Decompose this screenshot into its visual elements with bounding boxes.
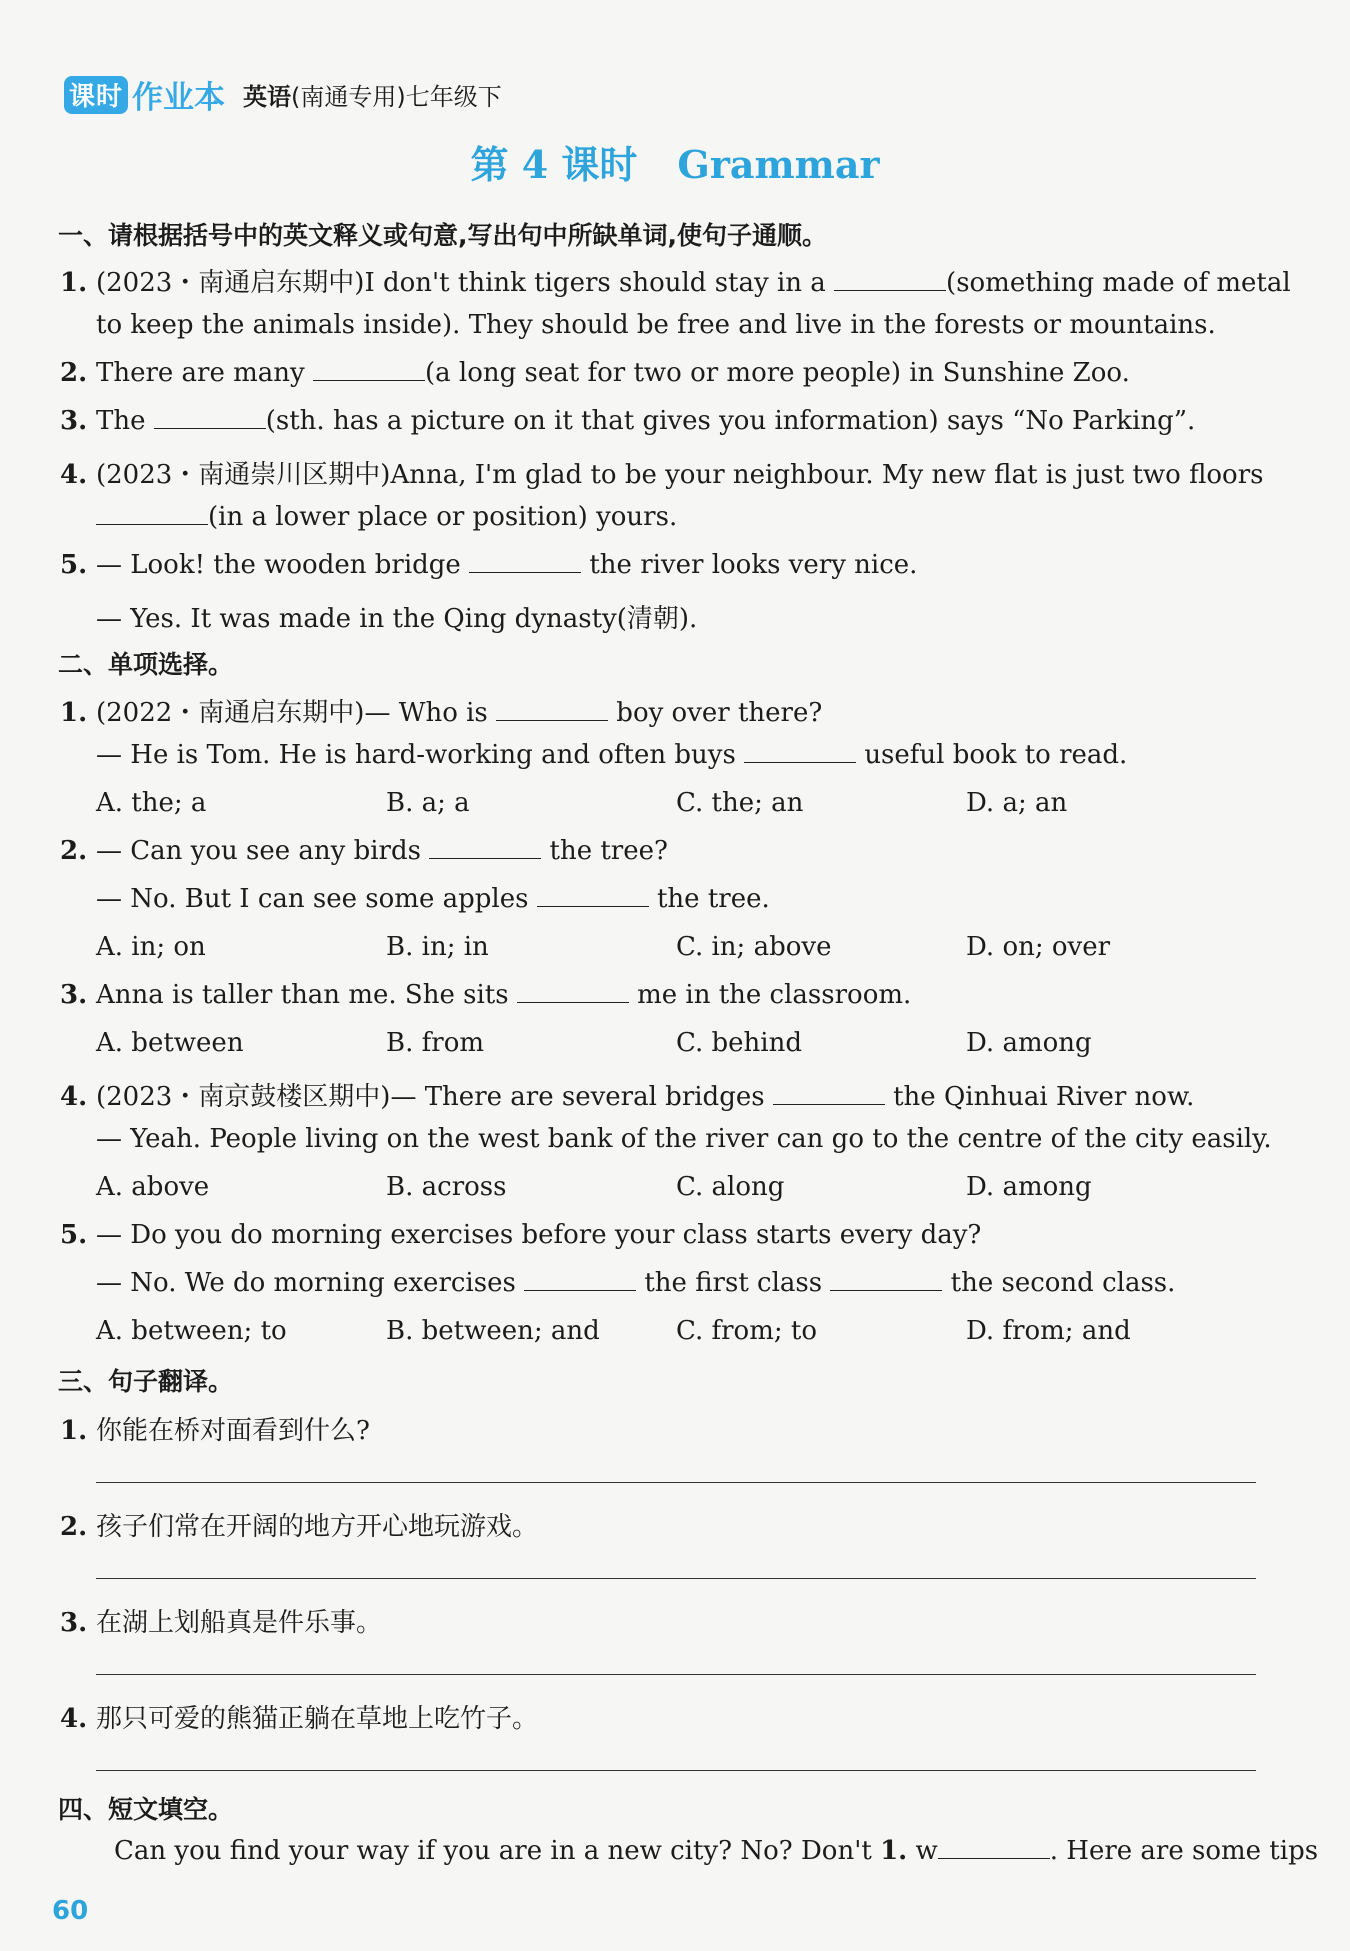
s1-q2: 2. There are many (a long seat for two or more people) in Sunshine Zoo. <box>60 358 1130 388</box>
section1-heading: 一、请根据括号中的英文释义或句意,写出句中所缺单词,使句子通顺。 <box>58 221 827 250</box>
header <box>64 72 502 117</box>
answer-line[interactable] <box>96 1674 1256 1675</box>
option-a[interactable]: A. in; on <box>96 932 206 962</box>
s3-q3: 3. 在湖上划船真是件乐事。 <box>60 1608 383 1638</box>
s2-q4: 4. (2023・南京鼓楼区期中)— There are several bridges the Qinhuai River now. <box>60 1082 1195 1112</box>
s2-q1: 1. (2022・南通启东期中)— Who is boy over there? <box>60 698 823 728</box>
option-a[interactable]: A. above <box>96 1172 210 1202</box>
subject-label: 英语(南通专用)七年级下 <box>243 83 502 111</box>
s1-q3: 3. The (sth. has a picture on it that gives you information) says “No Parking”. <box>60 406 1196 436</box>
option-a[interactable]: A. the; a <box>96 788 207 818</box>
option-b[interactable]: B. from <box>386 1028 484 1058</box>
answer-line[interactable] <box>96 1578 1256 1579</box>
s2-q2-cont: — No. But I can see some apples the tree. <box>96 884 770 914</box>
blank[interactable] <box>517 980 629 1003</box>
blank[interactable] <box>96 502 208 525</box>
section4-heading: 四、短文填空。 <box>58 1795 234 1824</box>
blank[interactable] <box>834 268 946 291</box>
s2-q4-cont: — Yeah. People living on the west bank of the river can go to the centre of the city easily. <box>96 1124 1272 1154</box>
blank[interactable] <box>154 406 266 429</box>
option-c[interactable]: C. in; above <box>676 932 832 962</box>
option-d[interactable]: D. a; an <box>966 788 1068 818</box>
s2-q4-options <box>96 1172 1290 1202</box>
blank[interactable] <box>313 358 425 381</box>
s1-q5: 5. — Look! the wooden bridge the river looks very nice. <box>60 550 918 580</box>
s2-q5: 5. — Do you do morning exercises before your class starts every day? <box>60 1220 982 1250</box>
option-c[interactable]: C. the; an <box>676 788 804 818</box>
section2-heading: 二、单项选择。 <box>58 650 234 679</box>
blank[interactable] <box>469 550 581 573</box>
blank[interactable] <box>744 740 856 763</box>
s1-q4-cont: (in a lower place or position) yours. <box>96 502 1290 532</box>
brand-logo: 课时 <box>64 76 128 114</box>
option-b[interactable]: B. across <box>386 1172 507 1202</box>
s2-q2-options <box>96 932 1290 962</box>
s2-q2: 2. — Can you see any birds the tree? <box>60 836 668 866</box>
section3-heading: 三、句子翻译。 <box>58 1367 234 1396</box>
s2-q3: 3. Anna is taller than me. She sits me in the classroom. <box>60 980 912 1010</box>
option-c[interactable]: C. from; to <box>676 1316 817 1346</box>
option-b[interactable]: B. a; a <box>386 788 470 818</box>
blank[interactable] <box>773 1082 885 1105</box>
blank[interactable] <box>537 884 649 907</box>
option-d[interactable]: D. among <box>966 1028 1092 1058</box>
brand-name: 作业本 <box>132 80 226 116</box>
blank[interactable] <box>938 1836 1050 1859</box>
s3-q4: 4. 那只可爱的熊猫正躺在草地上吃竹子。 <box>60 1704 539 1734</box>
s1-q5-cont: — Yes. It was made in the Qing dynasty(清朝). <box>96 604 698 634</box>
answer-line[interactable] <box>96 1482 1256 1483</box>
answer-line[interactable] <box>96 1770 1256 1771</box>
s2-q1-options <box>96 788 1290 818</box>
s2-q3-options <box>96 1028 1290 1058</box>
option-d[interactable]: D. among <box>966 1172 1092 1202</box>
option-b[interactable]: B. between; and <box>386 1316 600 1346</box>
lesson-title: 第 4 课时 Grammar <box>470 142 880 187</box>
s3-q1: 1. 你能在桥对面看到什么? <box>60 1416 370 1446</box>
option-d[interactable]: D. on; over <box>966 932 1111 962</box>
option-c[interactable]: C. along <box>676 1172 785 1202</box>
option-d[interactable]: D. from; and <box>966 1316 1131 1346</box>
s4-passage-line: Can you find your way if you are in a new city? No? Don't 1. w . Here are some tips <box>114 1836 1319 1866</box>
s1-q1-cont: to keep the animals inside). They should be free and live in the forests or mountains. <box>96 310 1216 340</box>
s1-q4: 4. (2023・南通崇川区期中)Anna, I'm glad to be your neighbour. My new flat is just two floors <box>60 460 1264 490</box>
blank[interactable] <box>429 836 541 859</box>
page-number: 60 <box>52 1896 89 1926</box>
option-b[interactable]: B. in; in <box>386 932 489 962</box>
s3-q2: 2. 孩子们常在开阔的地方开心地玩游戏。 <box>60 1512 539 1542</box>
blank[interactable] <box>830 1268 942 1291</box>
s2-q1-cont: — He is Tom. He is hard-working and often buys useful book to read. <box>96 740 1128 770</box>
s2-q5-cont: — No. We do morning exercises the first class the second class. <box>96 1268 1176 1298</box>
s2-q5-options <box>96 1316 1290 1346</box>
option-a[interactable]: A. between; to <box>96 1316 287 1346</box>
blank[interactable] <box>496 698 608 721</box>
option-c[interactable]: C. behind <box>676 1028 802 1058</box>
blank[interactable] <box>524 1268 636 1291</box>
s1-q1: 1. (2023・南通启东期中)I don't think tigers should stay in a (something made of metal <box>60 268 1291 298</box>
option-a[interactable]: A. between <box>96 1028 244 1058</box>
